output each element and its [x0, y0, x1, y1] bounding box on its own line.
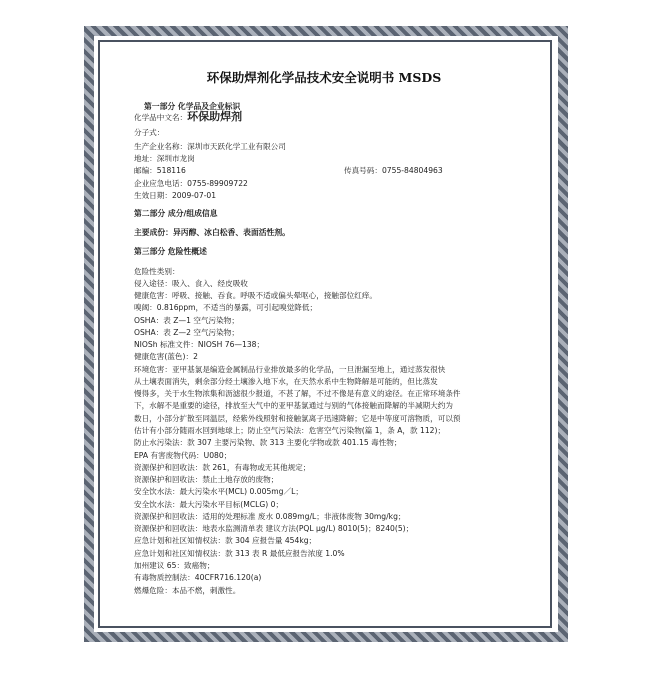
postcode: 邮编：518116	[134, 166, 186, 175]
hazard-line: 下，水解不是重要的途径，排放至大气中的亚甲基氯通过与别的气体接触而降解的半减期大约为	[134, 401, 453, 410]
company-name: 生产企业名称：深圳市天跃化学工业有限公司	[134, 142, 286, 151]
chemical-name-label: 化学品中文名：	[134, 113, 188, 122]
part3-heading: 第三部分 危险性概述	[134, 247, 207, 256]
hazard-line: 环境危害：亚甲基氯是编造金属制品行业排放最多的化学品，一旦泄漏至地上，通过蒸发很快	[134, 365, 446, 374]
hazard-line: 从土壤表面消失，剩余部分经土壤渗入地下水，在天然水系中生物降解是可能的，但比蒸发	[134, 377, 438, 386]
hazard-line: 危险性类别：	[134, 267, 180, 276]
fax-number: 传真号码：0755-84804963	[344, 166, 443, 175]
chemical-name-row	[134, 112, 242, 123]
hazard-line: 估计有小部分随雨水回到地球上；防止空气污染法：危害空气污染物(篇 1，条 A，款 112)；	[134, 426, 446, 435]
hazard-line: 资源保护和回收法：适用的处理标准 废水 0.089mg/L；非液体废物 30mg/kg；	[134, 512, 406, 521]
hazard-line: 有毒物质控制法：40CFR716.120(a)	[134, 573, 262, 582]
hazard-line: 应急计划和社区知情权法：款 313 表 R 最低应报告浓度 1.0%	[134, 549, 345, 558]
hazard-line: 应急计划和社区知情权法：款 304 应报告量 454kg；	[134, 536, 317, 545]
chemical-name-value: 环保助焊剂	[187, 110, 243, 123]
hazard-line: 侵入途径：吸入、食入、经皮吸收	[134, 279, 248, 288]
main-composition: 主要成份：异丙醇、冰白松香、表面活性剂。	[134, 228, 290, 237]
hazard-line: 安全饮水法：最大污染水平目标(MCLG) 0；	[134, 500, 284, 509]
company-address: 地址：深圳市龙岗	[134, 154, 195, 163]
part1-heading: 第一部分 化学品及企业标识	[144, 102, 241, 111]
hazard-line: NIOSh 标准文件：NIOSH 76—138；	[134, 340, 265, 349]
part2-heading: 第二部分 成分/组成信息	[134, 209, 218, 218]
hazard-line: 防止水污染法：款 307 主要污染物、款 313 主要化学物或款 401.15 毒性物；	[134, 438, 402, 447]
hazard-line: 慢得多，关于水生物浓集和沥滤很少报道，不甚了解，不过不像是有意义的途径。在正常环境条件	[134, 389, 461, 398]
hazard-line: 资源保护和回收法：款 261，有毒物或无其他规定；	[134, 463, 311, 472]
hazard-line: 健康危害(蓝色)：2	[134, 352, 198, 361]
hazard-line: EPA 有害废物代码：U080；	[134, 451, 232, 460]
hazard-line: 安全饮水法：最大污染水平(MCL) 0.005mg／L；	[134, 487, 303, 496]
hazard-line: 嗅阈：0.816ppm，不适当的暴露，可引起嗅觉降低；	[134, 303, 318, 312]
molecular-formula: 分子式：	[134, 128, 165, 137]
document-title: 环保助焊剂化学品技术安全说明书 MSDS	[206, 70, 442, 85]
hazard-line: 资源保护和回收法：禁止土地存放的废物；	[134, 475, 279, 484]
hazard-line: 加州建议 65：致癌物；	[134, 561, 215, 570]
hazard-line: OSHA：表 Z—1 空气污染物；	[134, 316, 239, 325]
emergency-phone: 企业应急电话：0755-89909722	[134, 179, 248, 188]
hazard-line: 资源保护和回收法：地表水监测清单表 建议方法(PQL μg/L) 8010(5)；8240(5)；	[134, 524, 414, 533]
hazard-line: 燃爆危险：本品不燃，刺激性。	[134, 586, 241, 595]
hazard-line: 数日，小部分扩散至同温层，经紫外线照射和接触氯离子迅速降解；它是中等度可溶物质，可以预	[134, 414, 461, 423]
hazard-line: 健康危害：呼吸、接触、吞食。呼吸不适或偏头晕呕心，接触部位红痒。	[134, 291, 377, 300]
document-page	[104, 46, 544, 622]
hazard-line: OSHA：表 Z—2 空气污染物；	[134, 328, 239, 337]
effective-date: 生效日期：2009-07-01	[134, 191, 217, 200]
